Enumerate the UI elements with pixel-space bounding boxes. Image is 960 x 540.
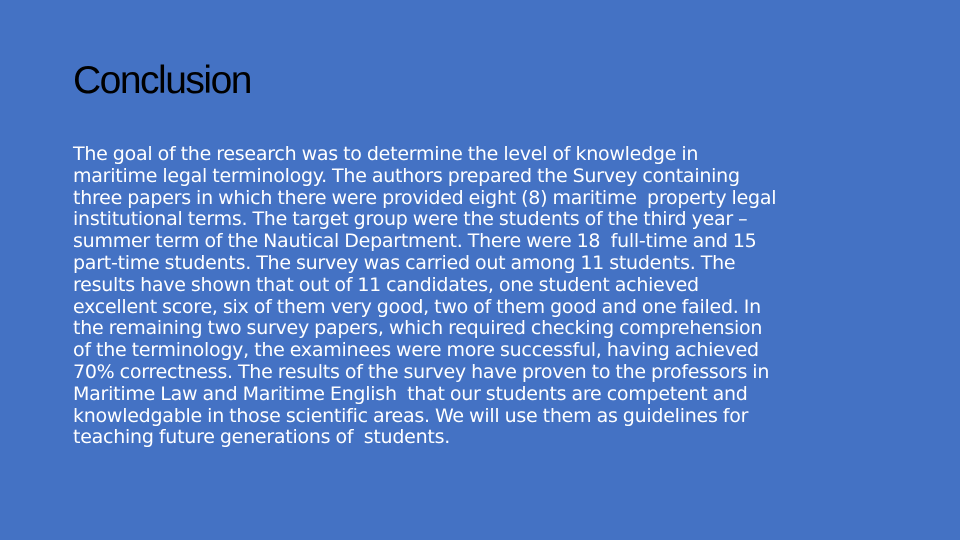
body-line: summer term of the Nautical Department. There were 18 full-time and 15 bbox=[73, 230, 757, 253]
body-line: teaching future generations of students. bbox=[73, 426, 451, 449]
body-line: 70% correctness. The results of the survey have proven to the professors in bbox=[73, 360, 770, 383]
body-line: results have shown that out of 11 candidates, one student achieved bbox=[73, 273, 699, 296]
body-line: institutional terms. The target group were the students of the third year – bbox=[73, 208, 748, 231]
body-line: Maritime Law and Maritime English that our students are competent and bbox=[73, 382, 748, 405]
slide-title: Conclusion bbox=[73, 59, 251, 102]
body-line: The goal of the research was to determine the level of knowledge in bbox=[73, 143, 699, 165]
body-line: knowledgable in those scientific areas. We will use them as guidelines for bbox=[73, 404, 749, 427]
slide-body-text bbox=[73, 144, 903, 449]
body-line: of the terminology, the examinees were more successful, having achieved bbox=[73, 339, 759, 362]
body-line: part-time students. The survey was carried out among 11 students. The bbox=[73, 251, 736, 274]
body-line: the remaining two survey papers, which required checking comprehension bbox=[73, 317, 763, 340]
body-line: three papers in which there were provided eight (8) maritime property legal bbox=[73, 186, 777, 209]
body-line: maritime legal terminology. The authors prepared the Survey containing bbox=[73, 164, 740, 187]
body-line: excellent score, six of them very good, two of them good and one failed. In bbox=[73, 295, 761, 318]
